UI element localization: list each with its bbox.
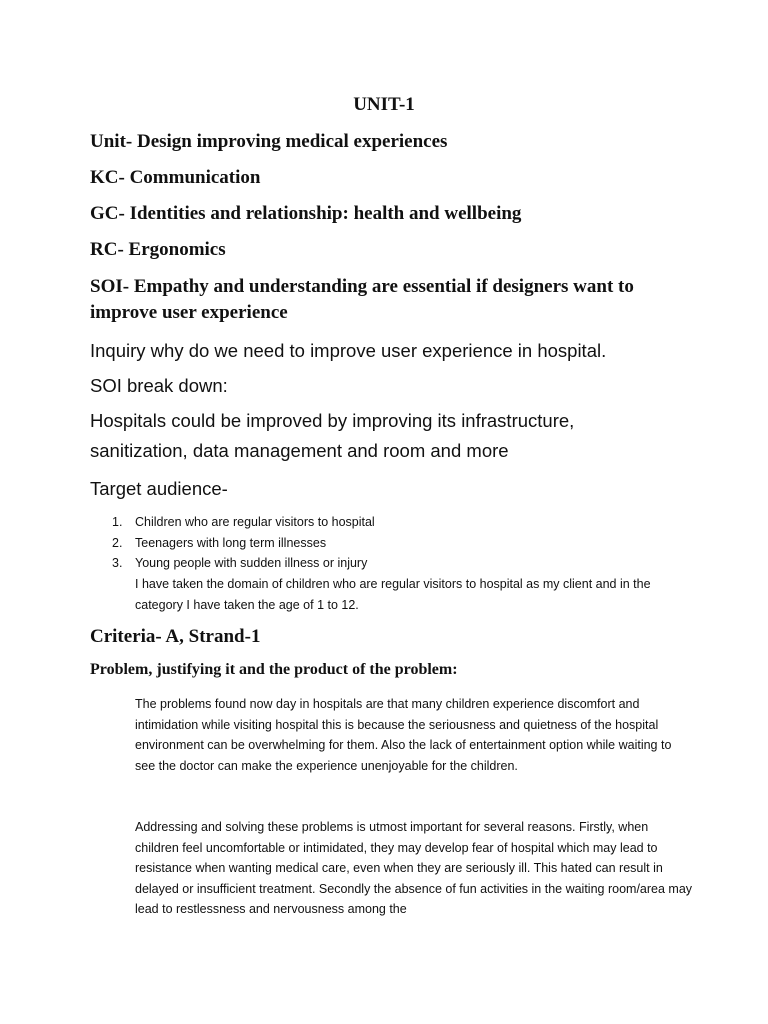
unit-title: UNIT-1 — [353, 94, 415, 115]
list-item-text: Teenagers with long term illnesses — [135, 535, 327, 550]
list-item-text: Young people with sudden illness or injury — [135, 556, 368, 570]
inquiry-text: Inquiry why do we need to improve user experience in hospital. — [90, 340, 607, 361]
soi-heading: SOI- Empathy and understanding are essential if designers want to improve user experience — [90, 276, 634, 323]
list-item-number: 2. — [112, 535, 123, 550]
soi-breakdown-text: Hospitals could be improved by improving its infrastructure, sanitization, data management and room and more — [90, 410, 575, 461]
list-item-number: 3. — [112, 556, 123, 570]
list-item-text: Children who are regular visitors to hospital — [135, 515, 375, 529]
soi-breakdown-label: SOI break down: — [90, 375, 228, 396]
rc-heading: RC- Ergonomics — [90, 239, 226, 260]
list-item-number: 1. — [112, 515, 123, 529]
list-item — [90, 533, 690, 554]
list-item — [90, 512, 690, 533]
problem-heading: Problem, justifying it and the product of the problem: — [90, 661, 458, 678]
list-item — [90, 553, 690, 574]
unit-heading: Unit- Design improving medical experiences — [90, 131, 448, 152]
criteria-heading: Criteria- A, Strand-1 — [90, 626, 261, 647]
kc-heading: KC- Communication — [90, 167, 261, 188]
gc-heading: GC- Identities and relationship: health and wellbeing — [90, 203, 522, 224]
audience-note: I have taken the domain of children who are regular visitors to hospital as my client and in the category I have taken the age of 1 to 12. — [135, 577, 651, 612]
target-audience-label: Target audience- — [90, 478, 228, 499]
justification-paragraph: Addressing and solving these problems is utmost important for several reasons. Firstly, when children feel uncomfortable or intimidated, they may develop fear of hospital which may lead to resistance when wanting medical care, even when they are seriously ill. This hated can result in delayed or insufficient treatment. Secondly the absence of fun activities in the waiting room/area may lead to restlessness and nervousness among the — [135, 820, 693, 916]
target-audience-list — [90, 512, 690, 574]
problem-paragraph: The problems found now day in hospitals are that many children experience discomfort and intimidation while visiting hospital this is because the seriousness and quietness of the hospital environment can be overwhelming for them. Also the lack of entertainment option while waiting to see the doctor can make the experience unenjoyable for the children. — [135, 697, 672, 773]
